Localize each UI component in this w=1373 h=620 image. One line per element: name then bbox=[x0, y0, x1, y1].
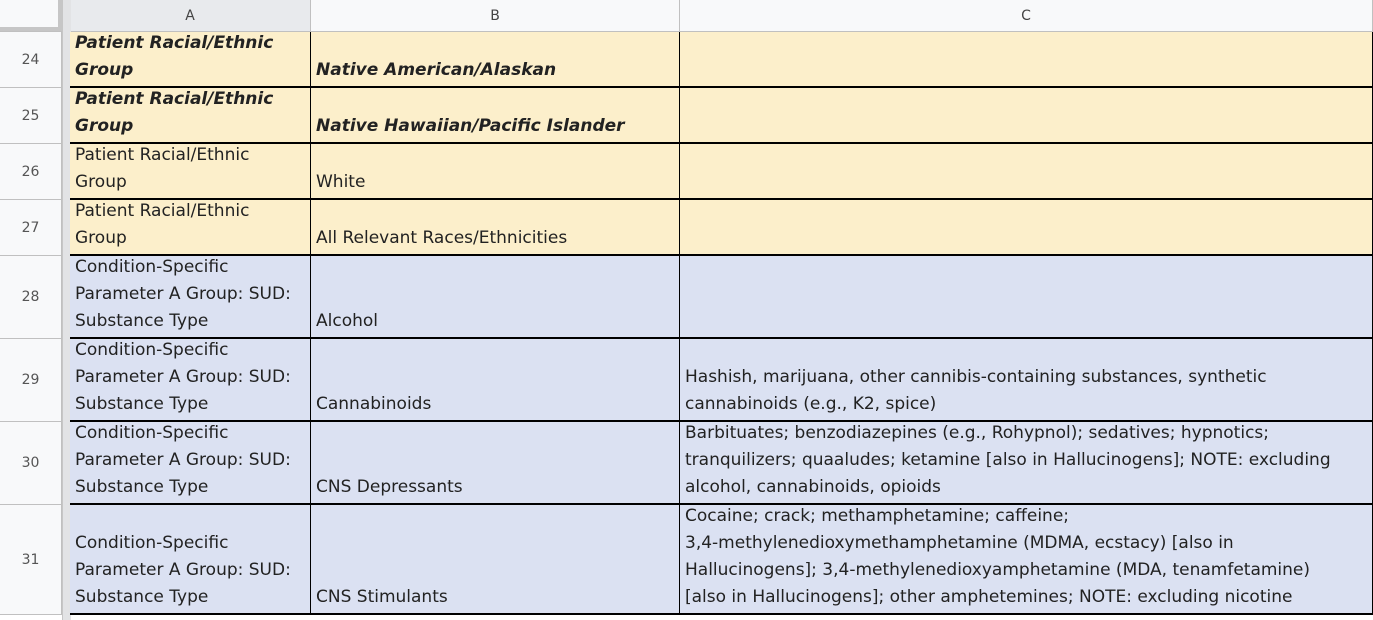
table-row bbox=[70, 422, 1373, 505]
cell-b[interactable]: Native American/Alaskan bbox=[311, 32, 680, 88]
select-all-corner[interactable] bbox=[0, 0, 62, 31]
row-header[interactable]: 29 bbox=[0, 339, 62, 422]
table-row bbox=[70, 144, 1373, 200]
cell-c[interactable] bbox=[680, 256, 1373, 339]
table-row bbox=[70, 339, 1373, 422]
cell-c[interactable] bbox=[680, 200, 1373, 256]
cell-c[interactable]: Barbituates; benzodiazepines (e.g., Rohypnol); sedatives; hypnotics; tranquilizers; quaaludes; ketamine [also in Hallucinogens]; NOTE: excluding alcohol, cannabinoids, opioids bbox=[680, 422, 1373, 505]
cell-b[interactable]: Cannabinoids bbox=[311, 339, 680, 422]
cell-c[interactable]: Cocaine; crack; methamphetamine; caffeine; 3,4-methylenedioxymethamphetamine (MDMA, ecstacy) [also in Hallucinogens]; 3,4-methylenedioxyamphetamine (MDA, tenamfetamine) [also in Hallucinogens]; other amphetemines; NOTE: excluding nicotine bbox=[680, 505, 1373, 615]
row-header[interactable]: 25 bbox=[0, 88, 62, 144]
cell-c[interactable] bbox=[680, 32, 1373, 88]
cell-a[interactable]: Condition-Specific Parameter A Group: SUD: Substance Type bbox=[70, 339, 311, 422]
cell-c[interactable]: Hashish, marijuana, other cannibis-containing substances, synthetic cannabinoids (e.g., K2, spice) bbox=[680, 339, 1373, 422]
cell-b[interactable]: White bbox=[311, 144, 680, 200]
cell-a[interactable]: Patient Racial/Ethnic Group bbox=[70, 144, 311, 200]
row-header[interactable]: 31 bbox=[0, 505, 62, 615]
cell-b[interactable]: Alcohol bbox=[311, 256, 680, 339]
table-row bbox=[70, 88, 1373, 144]
row-header[interactable]: 27 bbox=[0, 200, 62, 256]
cell-a[interactable]: Patient Racial/Ethnic Group bbox=[70, 200, 311, 256]
cell-c[interactable] bbox=[680, 88, 1373, 144]
cell-a[interactable]: Condition-Specific Parameter A Group: SUD: Substance Type bbox=[70, 422, 311, 505]
row-header[interactable]: 26 bbox=[0, 144, 62, 200]
cell-b[interactable]: All Relevant Races/Ethnicities bbox=[311, 200, 680, 256]
table-row bbox=[70, 32, 1373, 88]
column-header-c[interactable]: C bbox=[680, 0, 1373, 31]
cell-a[interactable]: Patient Racial/Ethnic Group bbox=[70, 32, 311, 88]
column-header-b[interactable]: B bbox=[311, 0, 680, 31]
cell-a[interactable]: Patient Racial/Ethnic Group bbox=[70, 88, 311, 144]
cell-a[interactable]: Condition-Specific Parameter A Group: SUD: Substance Type bbox=[70, 505, 311, 615]
cell-b[interactable]: CNS Stimulants bbox=[311, 505, 680, 615]
column-header-bar bbox=[0, 0, 1373, 32]
table-row bbox=[70, 505, 1373, 615]
table-row bbox=[70, 200, 1373, 256]
row-header[interactable]: 28 bbox=[0, 256, 62, 339]
column-header-a[interactable]: A bbox=[70, 0, 311, 31]
cell-b[interactable]: CNS Depressants bbox=[311, 422, 680, 505]
cell-c[interactable] bbox=[680, 144, 1373, 200]
row-header[interactable]: 30 bbox=[0, 422, 62, 505]
cell-b[interactable]: Native Hawaiian/Pacific Islander bbox=[311, 88, 680, 144]
table-row bbox=[70, 256, 1373, 339]
row-header[interactable]: 24 bbox=[0, 32, 62, 88]
cell-a[interactable]: Condition-Specific Parameter A Group: SUD: Substance Type bbox=[70, 256, 311, 339]
